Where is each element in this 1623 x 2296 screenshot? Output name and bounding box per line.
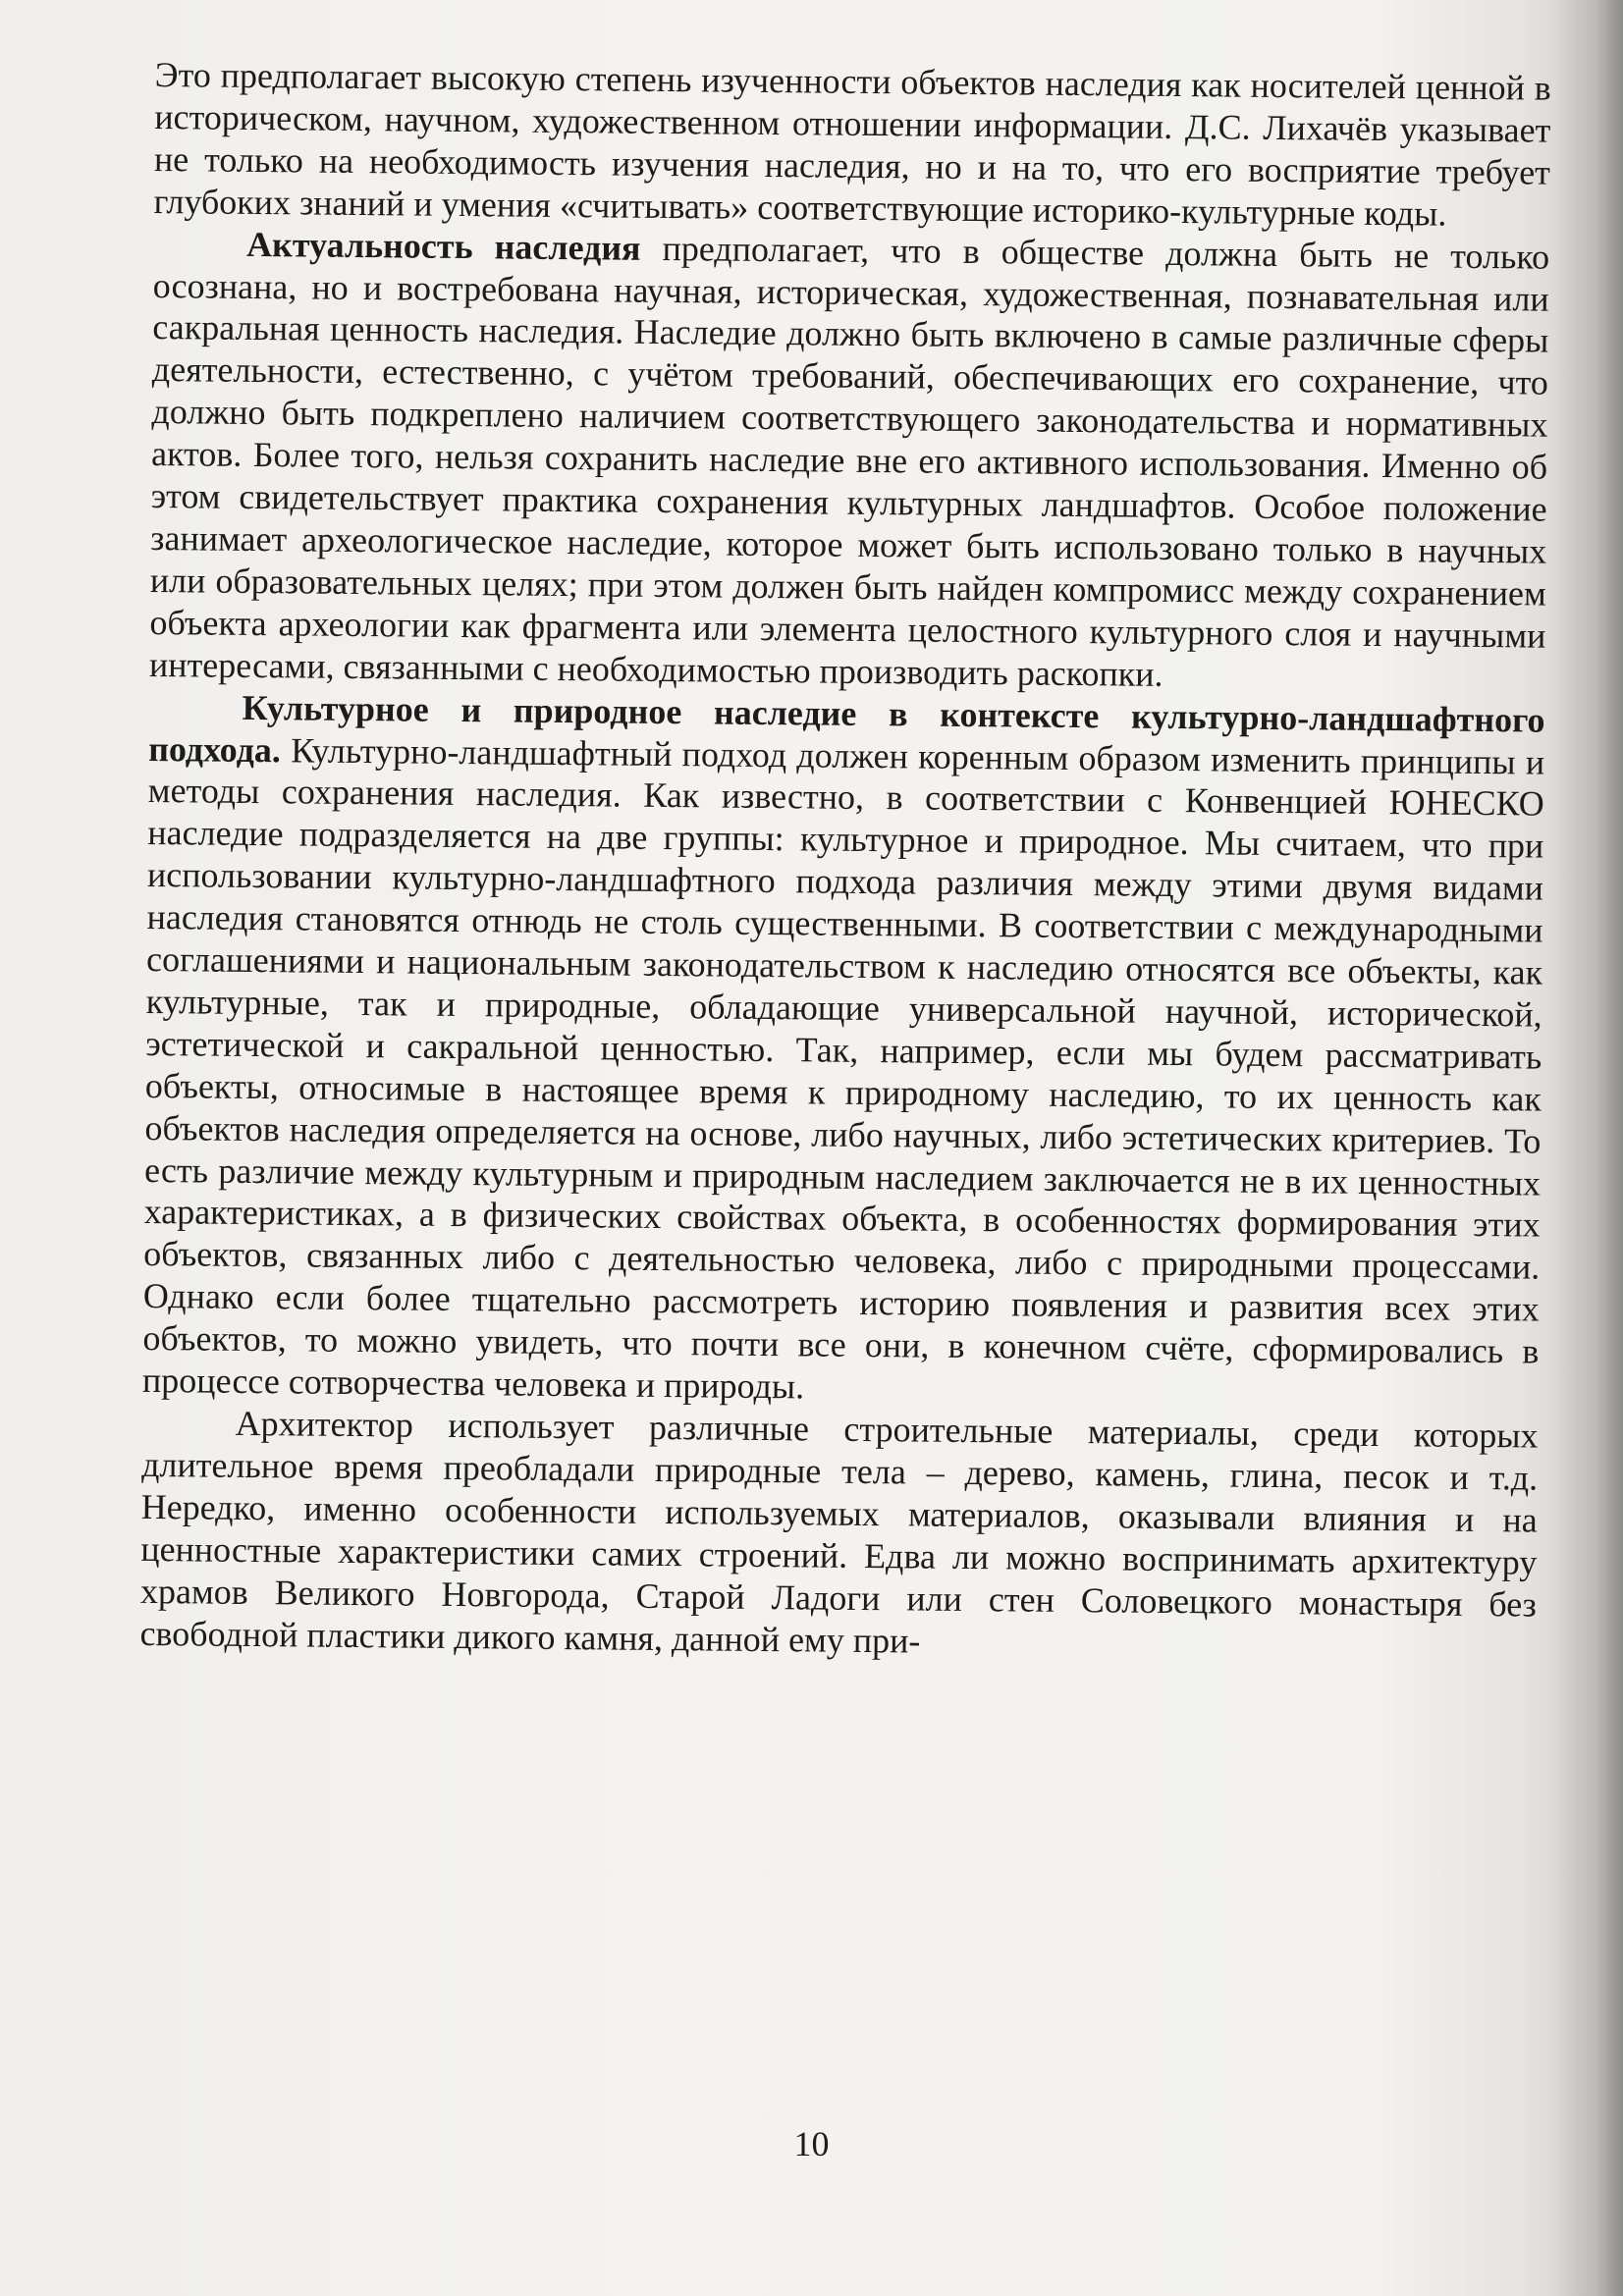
paragraph-3 xyxy=(142,686,1545,1415)
page-edge-shadow xyxy=(1554,0,1623,2296)
paragraph-1-text: Это предполагает высокую степень изученности объектов наследия как носителей ценной в историческом, научном, художественном отношении информации. Д.С. Лихачёв указывает не только на необходимость изучения наследия, но и на то, что его восприятие требует глубоких знаний и умения «считывать» соответствующие историко-культурные коды. xyxy=(153,54,1551,234)
body-text xyxy=(139,54,1551,1668)
paragraph-2 xyxy=(149,223,1549,700)
paragraph-3-heading: Культурное и природное наследие в контексте культурно-ландшафтного подхода. xyxy=(148,687,1545,770)
page-number: 10 xyxy=(793,2124,830,2163)
paragraph-2-heading: Актуальность наследия xyxy=(245,224,641,268)
paragraph-4 xyxy=(139,1402,1538,1668)
paragraph-2-text: предполагает, что в обществе должна быть не только осознана, но и востребована научная, историческая, художественная, познавательная или сакральная ценность наследия. Наследие должно быть включено в самые различные сферы деятельности, естественно, с учётом требований, обеспечивающих его сохранение, что должно быть подкреплено наличием соответствующего законодательства и нормативных актов. Более того, нельзя сохранить наследие вне его активного использования. Именно об этом свидетельствует практика сохранения культурных ландшафтов. Особое положение занимает археологическое наследие, которое может быть использовано только в научных или образовательных целях; при этом должен быть найден компромисс между сохранением объекта археологии как фрагмента или элемента целостного культурного слоя и научными интересами, связанными с необходимостью производить раскопки. xyxy=(148,228,1550,694)
paragraph-4-text: Архитектор использует различные строительные материалы, среди которых длительное время преобладали природные тела – дерево, камень, глина, песок и т.д. Нередко, именно особенности используемых материалов, оказывали влияния и на ценностные характеристики самих строений. Едва ли можно воспринимать архитектуру храмов Великого Новгорода, Старой Ладоги или стен Соловецкого монастыря без свободной пластики дикого камня, данной ему при- xyxy=(139,1403,1539,1661)
paragraph-3-text: Культурно-ландшафтный подход должен коренным образом изменить принципы и методы сохранения наследия. Как известно, в соответствии с Конвенцией ЮНЕСКО наследие подразделяется на две группы: культурное и природное. Мы считаем, что при использовании культурно-ландшафтного подхода различия между этими двумя видами наследия становятся отнюдь не столь существенными. В соответствии с международными соглашениями и национальным законодательством к наследию относятся все объекты, как культурные, так и природные, обладающие универсальной научной, исторической, эстетической и сакральной ценностью. Так, например, если мы будем рассматривать объекты, относимые в настоящее время к природному наследию, то их ценность как объектов наследия определяется на основе, либо научных, либо эстетических критериев. То есть различие между культурным и природным наследием заключается не в их ценностных характеристиках, а в физических свойствах объекта, в особенностях формирования этих объектов, связанных либо с деятельностью человека, либо с природными процессами. Однако если более тщательно рассмотреть историю появления и развития всех этих объектов, то можно увидеть, что почти все они, в конечном счёте, сформировались в процессе сотворчества человека и природы. xyxy=(141,729,1545,1407)
paragraph-1 xyxy=(153,54,1551,236)
